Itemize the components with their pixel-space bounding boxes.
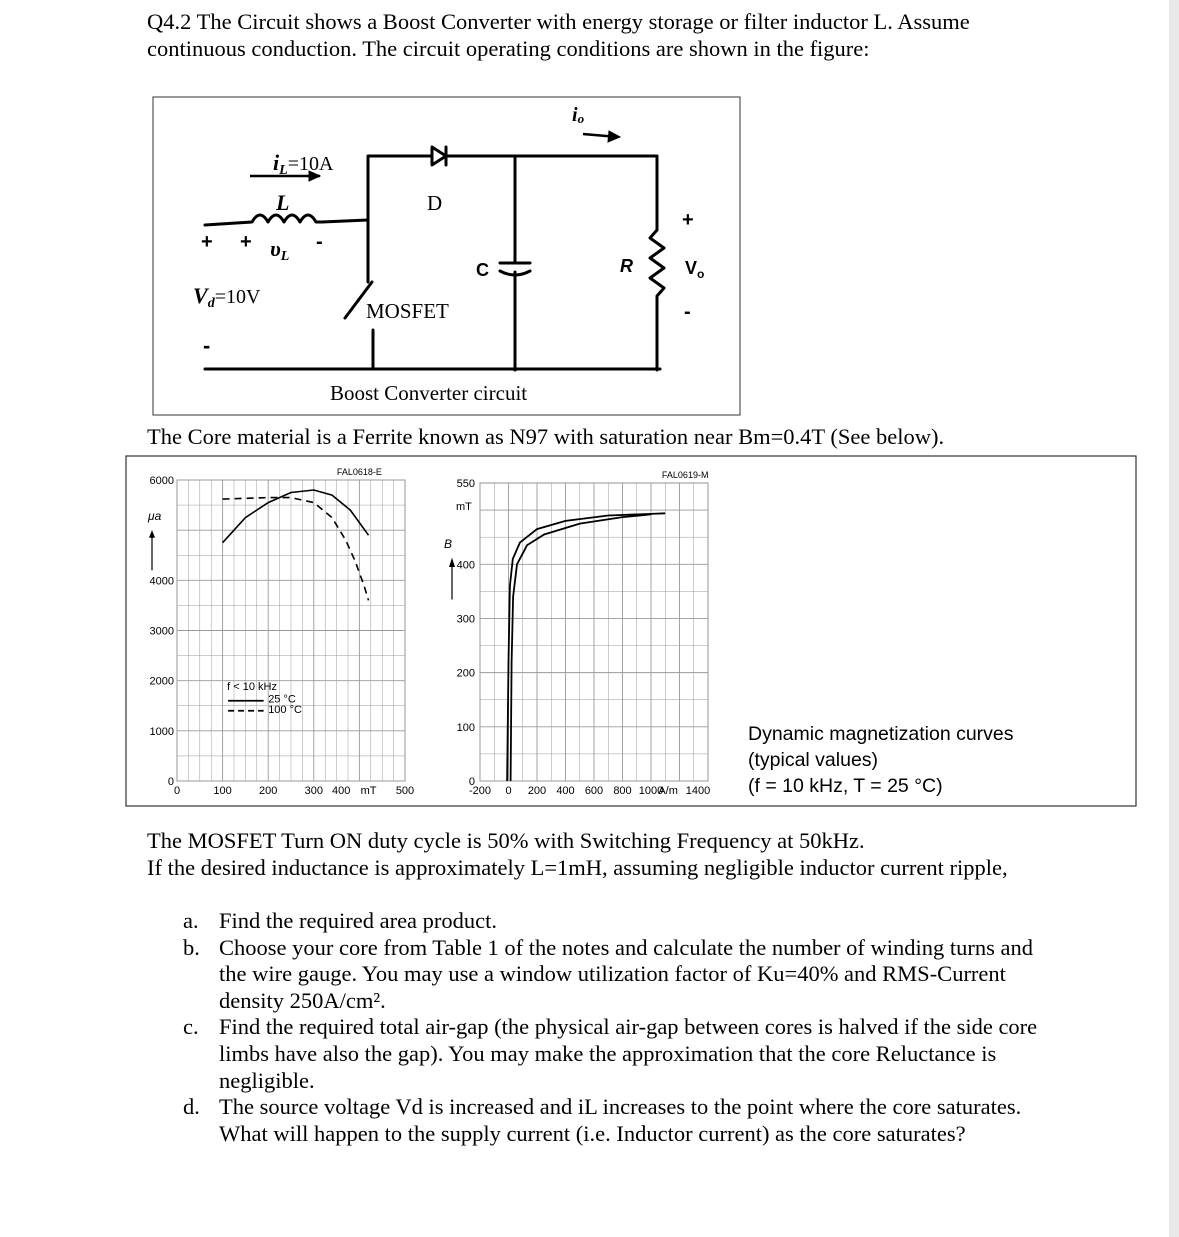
bh-lower-branch: [511, 514, 651, 781]
vo-label: V: [685, 258, 698, 278]
x-tick-label: 1000: [638, 785, 664, 797]
ylabel-arrowhead: [449, 558, 455, 567]
x-tick-label: -200: [468, 785, 492, 797]
vo-minus: -: [684, 301, 691, 323]
part-d-label: d.: [183, 1094, 200, 1120]
y-tick-label: 300: [456, 613, 475, 626]
y-tick-label: 0: [468, 776, 475, 788]
vo-plus: +: [682, 209, 694, 231]
y-tick-label: 6000: [149, 475, 174, 487]
y-tick-label: 0: [167, 776, 174, 788]
y-tick-label: 3000: [149, 625, 174, 638]
core-material-sentence: The Core material is a Ferrite known as N97 with saturation near Bm=0.4T (See below).: [147, 424, 945, 449]
vd-value: =10V: [214, 286, 261, 308]
il-value: =10A: [287, 153, 334, 175]
operating-conditions: [147, 828, 1047, 881]
x-tick-label: 1400: [685, 785, 711, 797]
vd-sub: d: [207, 296, 215, 311]
part-b-text: Choose your core from Table 1 of the notes and calculate the number of winding turns and the wire gauge. You may use a window utilization factor of Ku=40% and RMS-Current density 250A/cm².: [219, 934, 1034, 1013]
y-tick-label: 200: [456, 667, 475, 680]
x-tick-label: 800: [613, 785, 632, 797]
annotation-line-3: (f = 10 kHz, T = 25 °C): [748, 775, 943, 797]
x-tick-label: 0: [505, 785, 512, 797]
diode-label: D: [427, 191, 443, 215]
magnetization-chart-xlabel: A/m: [658, 785, 678, 797]
vd-minus: -: [203, 333, 211, 358]
x-tick-label: 100: [213, 785, 232, 797]
part-b: [183, 935, 1053, 1015]
inductor-label: L: [276, 190, 290, 215]
y-tick-label: 400: [456, 559, 475, 572]
io-sub: o: [577, 111, 585, 126]
part-c-label: c.: [183, 1014, 199, 1040]
magnetization-chart: [444, 470, 710, 797]
permeability-chart-code: FAL0618-E: [336, 467, 382, 477]
ylabel-arrowhead: [149, 530, 155, 538]
mosfet-label: MOSFET: [366, 299, 449, 323]
magnetization-chart-yunit: mT: [456, 501, 472, 514]
bh-upper-branch: [507, 513, 665, 781]
il-sub: L: [279, 163, 288, 178]
annotation-line-2: (typical values): [748, 749, 879, 771]
x-tick-label: 200: [527, 785, 547, 797]
magnetization-chart-code: FAL0619-M: [661, 470, 709, 480]
y-tick-label: 550: [456, 478, 475, 490]
y-tick-label: 2000: [149, 675, 174, 688]
part-a-label: a.: [183, 908, 199, 933]
part-c-text: Find the required total air-gap (the physical air-gap between cores is halved if the side core limbs have also the gap). You may make the approximation that the core Reluctance is negligible.: [219, 1014, 1038, 1093]
part-a-text: Find the required area product.: [219, 908, 498, 933]
vd-plus: +: [201, 231, 213, 253]
vl-plus: +: [240, 231, 252, 253]
y-tick-label: 100: [456, 721, 475, 734]
x-tick-label: 400: [331, 785, 351, 797]
x-tick-label: 500: [395, 785, 415, 797]
conditions-line-2: If the desired inductance is approximately L=1mH, assuming negligible inductor current ripple,: [147, 854, 1008, 880]
part-d: [183, 1094, 1053, 1147]
x-tick-label: 200: [259, 785, 278, 797]
magnetization-chart-ylabel: B: [444, 537, 453, 552]
part-c: [183, 1014, 1053, 1094]
legend-entry-100c: 100 °C: [268, 703, 302, 716]
legend-entry-25c: 25 °C: [268, 693, 296, 706]
part-b-label: b.: [183, 934, 200, 960]
series-100c-line: [223, 498, 369, 601]
annotation-line-1: Dynamic magnetization curves: [748, 723, 1014, 745]
il-label: i: [273, 150, 280, 175]
part-a: [183, 908, 1053, 935]
y-tick-label: 1000: [149, 725, 174, 738]
circuit-caption: Boost Converter circuit: [330, 381, 528, 405]
y-tick-label: 4000: [149, 575, 174, 588]
x-tick-label: 600: [584, 785, 604, 797]
permeability-chart: [147, 467, 414, 797]
vd-label: V: [193, 283, 208, 308]
legend-title: f < 10 kHz: [227, 681, 277, 694]
x-tick-label: 300: [304, 785, 323, 797]
vl-label: υ: [270, 236, 281, 261]
res-label: R: [620, 256, 633, 276]
question-heading: Q4.2 The Circuit shows a Boost Converter with energy storage or filter inductor L. Assume continuous conduction. The circuit operating conditions are shown in the figure:: [147, 9, 970, 61]
conditions-line-1: The MOSFET Turn ON duty cycle is 50% with Switching Frequency at 50kHz.: [147, 828, 865, 853]
part-d-text: The source voltage Vd is increased and iL increases to the point where the core saturates. What will happen to the supply current (i.e. Inductor current) as the core saturates?: [219, 1094, 1022, 1146]
charts-frame: [126, 456, 1136, 806]
permeability-chart-xlabel: mT: [360, 785, 377, 797]
vl-minus: -: [316, 231, 323, 253]
vo-sub: o: [697, 267, 705, 281]
x-tick-label: 0: [173, 785, 181, 797]
io-label: i: [572, 104, 578, 126]
permeability-chart-ylabel: μa: [148, 509, 162, 524]
cap-label: C: [476, 260, 489, 280]
vl-sub: L: [280, 249, 290, 264]
question-parts-list: [183, 908, 1053, 1147]
x-tick-label: 400: [556, 785, 575, 797]
magnetization-annotation: [748, 723, 1014, 797]
